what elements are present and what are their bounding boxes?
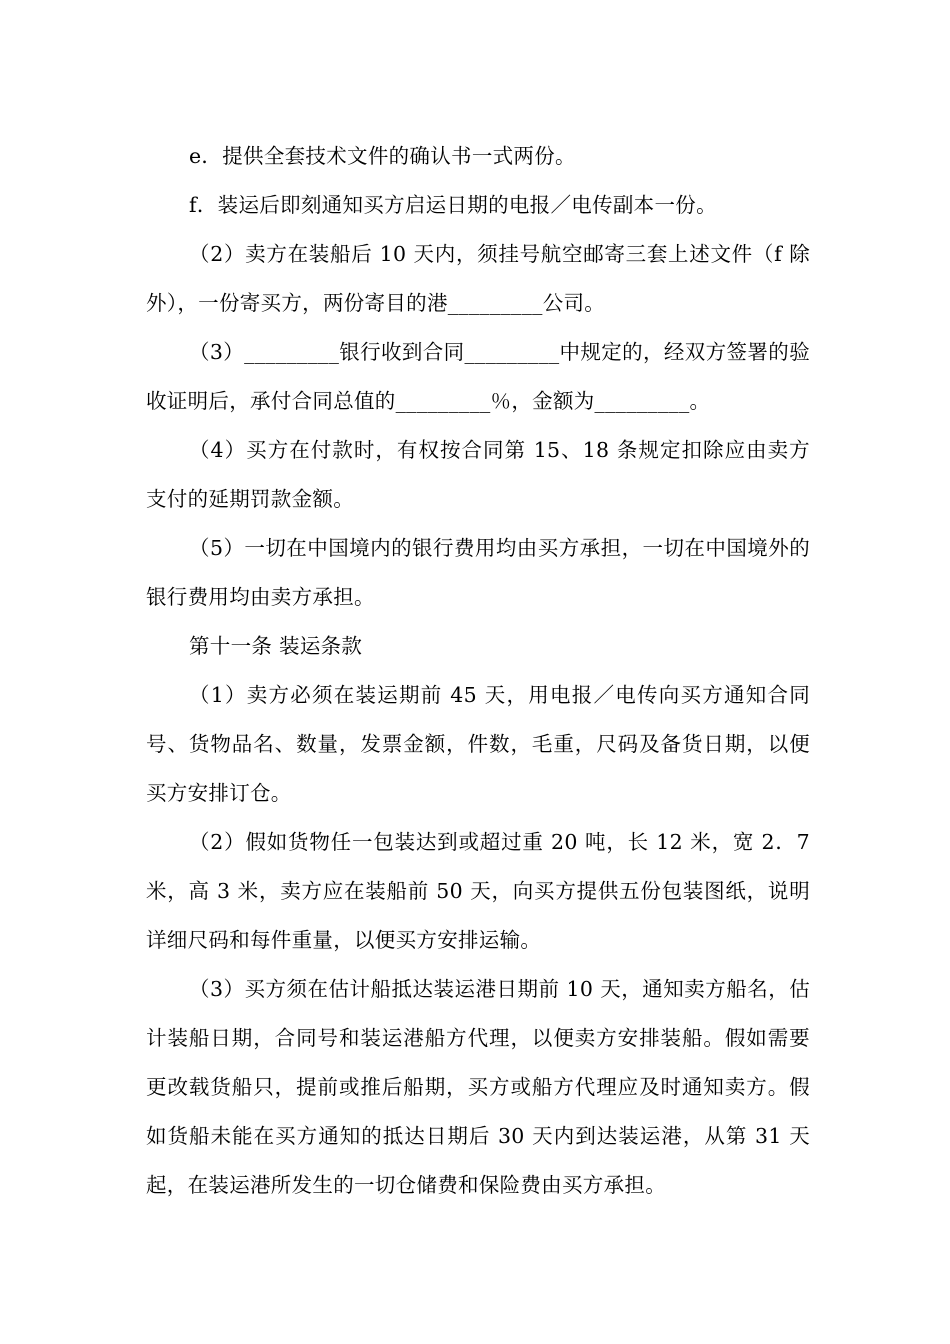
shipping-clause-3: （3）买方须在估计船抵达装运港日期前 10 天，通知卖方船名，估计装船日期，合同号和装运港船方代理，以便卖方安排装船。假如需要更改载货船只，提前或推后船期，买方或船方代理应及时通知卖方。假如货船未能在买方通知的抵达日期后 30 天内到达装运港，从第 31 天起，在装运港所发生的一切仓储费和保险费由买方承担。 [146,977,810,1197]
clause-2-documents-mailing: （2）卖方在装船后 10 天内，须挂号航空邮寄三套上述文件（f 除外），一份寄买方，两份寄目的港_________公司。 [146,242,810,315]
article-11-heading: 第十一条 装运条款 [189,634,363,658]
clause-4-penalty-deduction: （4）买方在付款时，有权按合同第 15、18 条规定扣除应由卖方支付的延期罚款金额。 [146,438,810,511]
clause-5-bank-charges: （5）一切在中国境内的银行费用均由买方承担，一切在中国境外的银行费用均由卖方承担。 [146,536,810,609]
item-f-shipping-notice: f．装运后即刻通知买方启运日期的电报／电传副本一份。 [189,193,717,217]
clause-3-payment: （3）_________银行收到合同_________中规定的，经双方签署的验收证明后，承付合同总值的_________％，金额为_________。 [146,340,810,413]
shipping-clause-1: （1）卖方必须在装运期前 45 天，用电报／电传向买方通知合同号、货物品名、数量，发票金额，件数，毛重，尺码及备货日期，以便买方安排订仓。 [146,683,810,805]
document-body [146,132,810,1210]
shipping-clause-2: （2）假如货物任一包装达到或超过重 20 吨，长 12 米，宽 2．7米，高 3 米，卖方应在装船前 50 天，向买方提供五份包装图纸，说明详细尺码和每件重量，以便买方安排运输。 [146,830,810,952]
item-e-confirmation: e．提供全套技术文件的确认书一式两份。 [189,144,576,168]
